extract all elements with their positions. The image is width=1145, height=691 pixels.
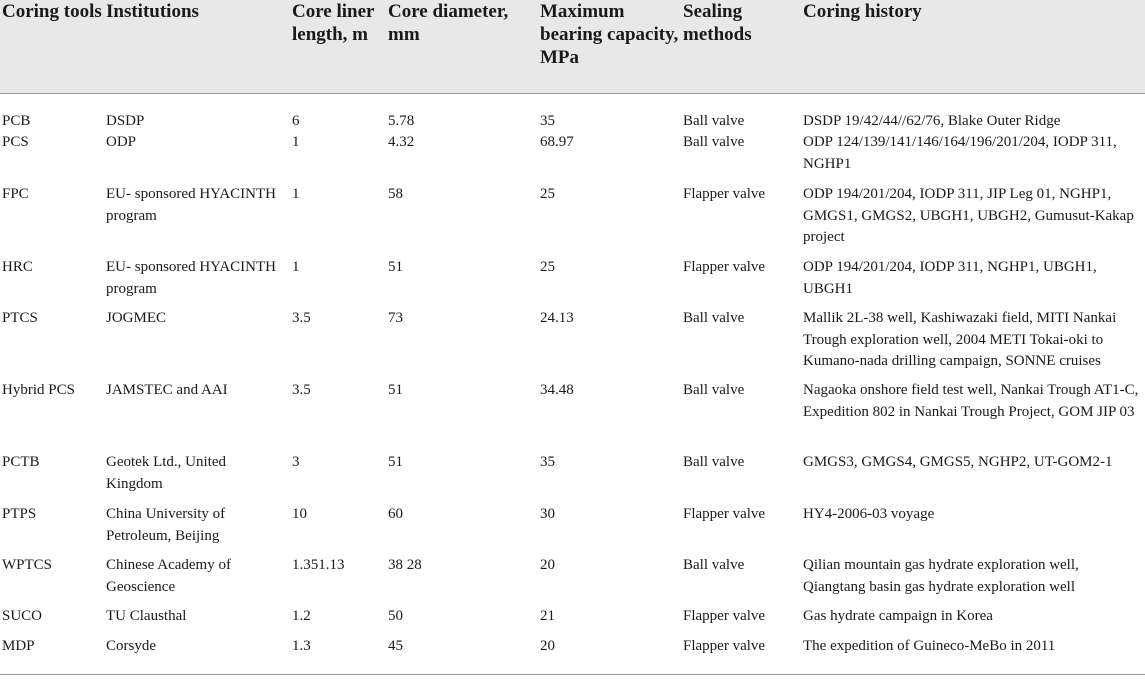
cell-institution: ODP	[106, 134, 137, 150]
cell-sealing: Ball valve	[683, 557, 745, 573]
column-header-coring-history: Coring history	[801, 0, 1145, 93]
cell-length: 1	[292, 259, 300, 275]
cell-capacity: 20	[540, 557, 555, 573]
cell-institution: Corsyde	[104, 636, 290, 674]
cell-capacity: 34.48	[540, 382, 574, 398]
cell-length: 1.3	[290, 636, 386, 674]
cell-tool: PTCS	[2, 310, 38, 326]
table-row	[0, 555, 1145, 606]
cell-length: 10	[292, 506, 307, 522]
table-header	[0, 0, 1145, 93]
cell-diameter: 50	[388, 608, 403, 624]
cell-length: 1	[292, 134, 300, 150]
cell-capacity: 21	[540, 608, 555, 624]
cell-sealing: Ball valve	[683, 134, 745, 150]
cell-length: 1	[292, 186, 300, 202]
cell-institution: China University of Petroleum, Beijing	[106, 506, 226, 544]
table-row	[0, 606, 1145, 636]
cell-sealing: Flapper valve	[683, 259, 766, 275]
cell-tool: PCS	[2, 134, 29, 150]
cell-tool: FPC	[2, 186, 29, 202]
table-row	[0, 380, 1145, 452]
cell-tool: WPTCS	[2, 557, 53, 573]
table-body	[0, 93, 1145, 674]
cell-capacity: 35	[540, 112, 555, 129]
cell-history: Qilian mountain gas hydrate exploration well, Qiangtang basin gas hydrate exploration well	[803, 557, 1079, 595]
cell-diameter: 5.78	[388, 112, 415, 129]
cell-institution: JOGMEC	[106, 310, 167, 326]
cell-history: DSDP 19/42/44//62/76, Blake Outer Ridge	[803, 112, 1061, 129]
column-header-sealing-methods: Sealing methods	[681, 0, 801, 93]
cell-length: 3	[292, 454, 300, 470]
cell-diameter: 51	[388, 259, 403, 275]
column-header-core-liner-length: Core liner length, m	[290, 0, 386, 93]
cell-institution: TU Clausthal	[106, 608, 187, 624]
cell-tool: SUCO	[2, 608, 43, 624]
cell-tool: Hybrid PCS	[2, 382, 75, 398]
cell-sealing: Ball valve	[683, 112, 745, 129]
cell-history: Mallik 2L-38 well, Kashiwazaki field, MITI Nankai Trough exploration well, 2004 METI Tokai-oki to Kumano-nada drilling campaign, SONNE cruises	[803, 310, 1117, 369]
cell-sealing: Flapper valve	[683, 608, 766, 624]
cell-sealing: Flapper valve	[683, 186, 766, 202]
cell-history: ODP 124/139/141/146/164/196/201/204, IODP 311, NGHP1	[803, 134, 1117, 172]
cell-sealing: Ball valve	[683, 382, 745, 398]
cell-length: 1.351.13	[292, 557, 345, 573]
cell-length: 3.5	[292, 310, 311, 326]
cell-length: 1.2	[292, 608, 311, 624]
cell-sealing: Flapper valve	[683, 506, 766, 522]
cell-capacity: 68.97	[540, 134, 574, 150]
cell-diameter: 4.32	[388, 134, 415, 150]
column-header-max-bearing-capacity: Maximum bearing capacity, MPa	[538, 0, 681, 93]
table-row	[0, 184, 1145, 257]
cell-tool: MDP	[0, 636, 104, 674]
cell-history: ODP 194/201/204, IODP 311, NGHP1, UBGH1, UBGH1	[803, 259, 1097, 297]
cell-history: The expedition of Guineco-MeBo in 2011	[801, 636, 1145, 674]
table-row	[0, 132, 1145, 184]
cell-history: Gas hydrate campaign in Korea	[803, 608, 993, 624]
cell-capacity: 20	[538, 636, 681, 674]
cell-tool: PTPS	[2, 506, 37, 522]
table-row	[0, 452, 1145, 504]
cell-institution: Geotek Ltd., United Kingdom	[106, 454, 226, 492]
cell-institution: JAMSTEC and AAI	[106, 382, 228, 398]
cell-length: 3.5	[292, 382, 311, 398]
table-row	[0, 93, 1145, 132]
cell-diameter: 38 28	[388, 557, 422, 573]
cell-history: HY4-2006-03 voyage	[803, 506, 935, 522]
cell-tool: PCTB	[2, 454, 40, 470]
cell-history: GMGS3, GMGS4, GMGS5, NGHP2, UT-GOM2-1	[803, 454, 1113, 470]
cell-diameter: 73	[388, 310, 403, 326]
cell-capacity: 24.13	[540, 310, 574, 326]
cell-institution: DSDP	[106, 112, 145, 129]
column-header-core-diameter: Core diameter, mm	[386, 0, 538, 93]
cell-diameter: 60	[388, 506, 403, 522]
table-row	[0, 504, 1145, 555]
column-header-institutions: Institutions	[104, 0, 290, 93]
cell-history: Nagaoka onshore field test well, Nankai Trough AT1-C, Expedition 802 in Nankai Trough Project, GOM JIP 03	[803, 382, 1139, 420]
cell-sealing: Ball valve	[683, 454, 745, 470]
cell-capacity: 25	[540, 186, 555, 202]
cell-tool: PCB	[2, 112, 31, 129]
cell-history: ODP 194/201/204, IODP 311, JIP Leg 01, NGHP1, GMGS1, GMGS2, UBGH1, UBGH2, Gumusut-Kakap project	[803, 186, 1134, 245]
cell-capacity: 35	[540, 454, 555, 470]
cell-diameter: 51	[388, 454, 403, 470]
cell-sealing: Flapper valve	[681, 636, 801, 674]
column-header-coring-tools: Coring tools	[0, 0, 104, 93]
cell-institution: EU- sponsored HYACINTH program	[106, 186, 276, 224]
header-row	[0, 0, 1145, 93]
cell-sealing: Ball valve	[683, 310, 745, 326]
table-row	[0, 257, 1145, 308]
cell-tool: HRC	[2, 259, 33, 275]
cell-diameter: 45	[386, 636, 538, 674]
cell-institution: Chinese Academy of Geoscience	[106, 557, 231, 595]
cell-diameter: 58	[388, 186, 403, 202]
cell-institution: EU- sponsored HYACINTH program	[106, 259, 276, 297]
table-row	[0, 636, 1145, 674]
cell-capacity: 25	[540, 259, 555, 275]
cell-capacity: 30	[540, 506, 555, 522]
table-row	[0, 308, 1145, 380]
cell-diameter: 51	[388, 382, 403, 398]
cell-length: 6	[292, 112, 300, 129]
